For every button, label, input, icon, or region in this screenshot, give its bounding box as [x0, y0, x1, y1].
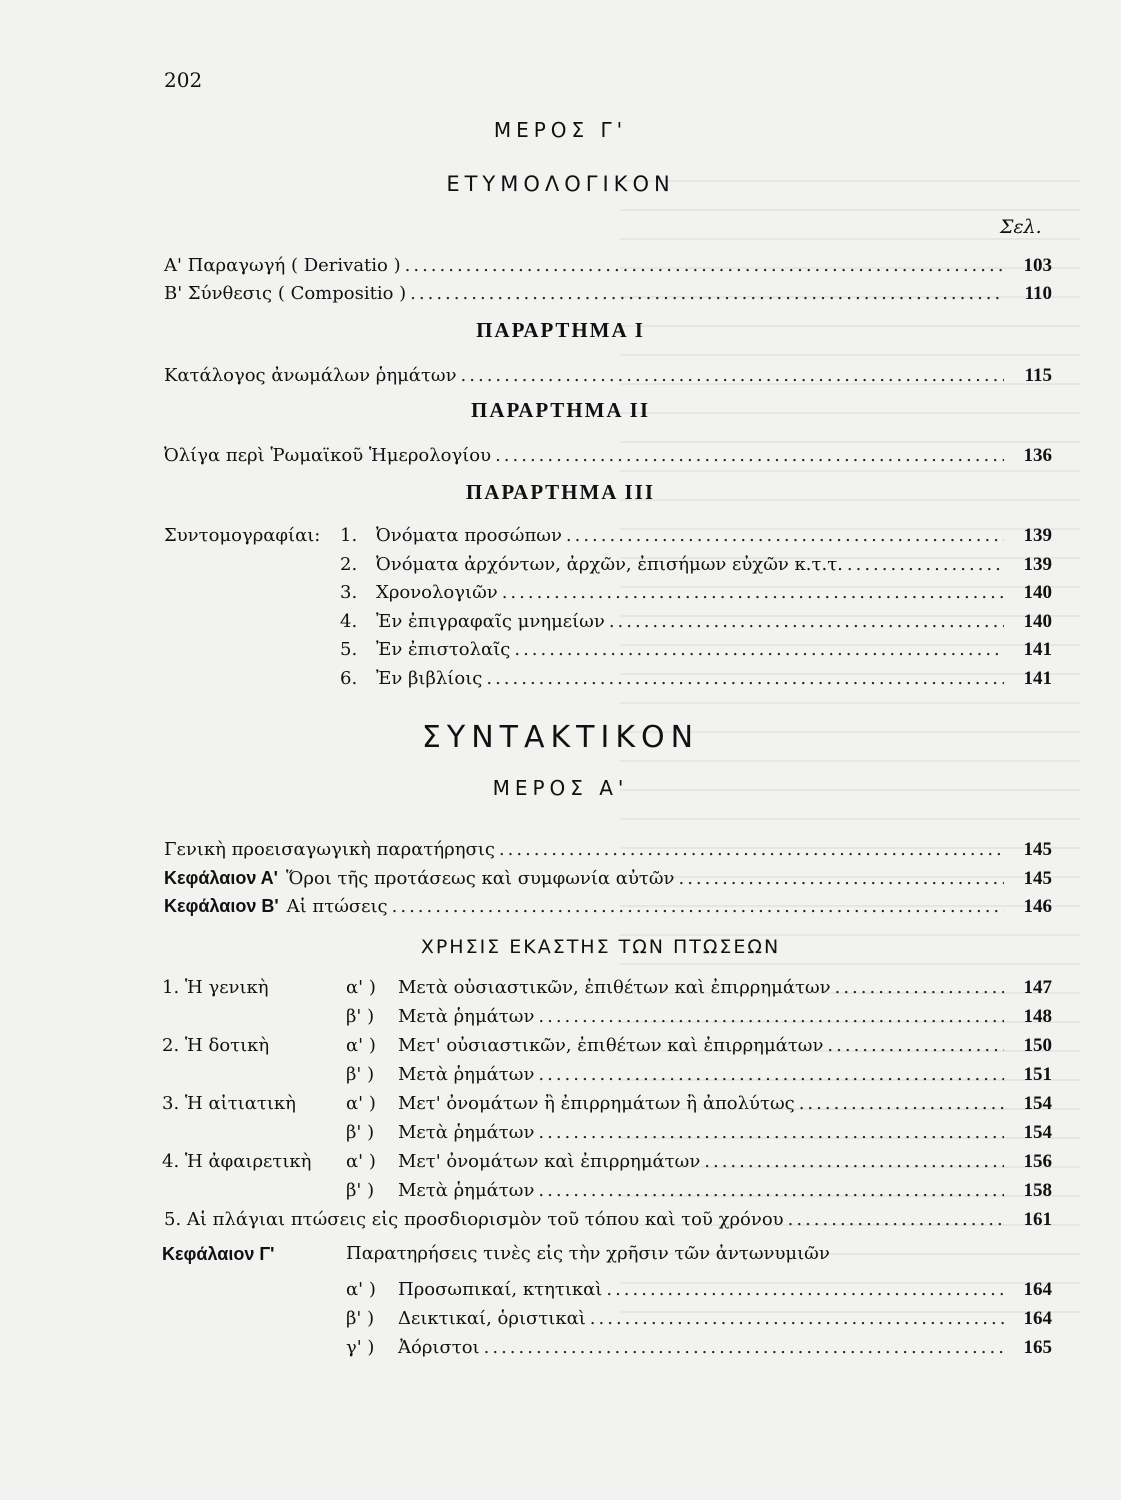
appendix-1-title: ΠΑΡΑΡΤΗΜΑ Ι: [476, 318, 645, 342]
leader-dots: [538, 1119, 1004, 1147]
toc-entry: [164, 280, 1052, 308]
leader-dots: [538, 1061, 1004, 1089]
entry-page: 140: [1023, 610, 1052, 632]
toc-entry: [346, 1334, 1052, 1362]
entry-number: α' ): [346, 1093, 376, 1114]
entry-number: 4.: [340, 610, 358, 632]
toc-entry: [346, 1177, 1052, 1205]
entry-page: 136: [1023, 445, 1052, 466]
toc-entry: [346, 1003, 1052, 1031]
entry-page: 145: [1023, 839, 1052, 860]
entry-label: Ἀόριστοι: [398, 1337, 480, 1358]
entry-number: α' ): [346, 1035, 376, 1056]
leader-dots: [678, 865, 1004, 893]
leader-dots: [486, 665, 1004, 693]
leader-dots: [410, 280, 1004, 308]
toc-entry: [164, 1206, 1052, 1234]
entry-label: Α' Παραγωγή ( Derivatio ): [164, 255, 401, 276]
leader-dots: [704, 1148, 1004, 1176]
entry-label: Β' Σύνθεσις ( Compositio ): [164, 283, 407, 304]
entry-number: β' ): [346, 1064, 375, 1085]
entry-label: Ὀνόματα προσώπων: [376, 525, 562, 546]
entry-label: Μετ' ὀνομάτων καὶ ἐπιρρημάτων: [398, 1151, 701, 1172]
toc-entry: [346, 1061, 1052, 1089]
leader-dots: [461, 362, 1004, 390]
entry-label: Μετὰ ῥημάτων: [398, 1180, 535, 1201]
entry-label: 5. Αἱ πλάγιαι πτώσεις εἰς προσδιορισμὸν τοῦ τόπου καὶ τοῦ χρόνου: [164, 1209, 784, 1230]
toc-entry: [346, 1276, 1052, 1304]
entry-label: Ἐν ἐπιστολαῖς: [376, 639, 511, 661]
chapter-head: Κεφάλαιον Γ': [162, 1244, 275, 1264]
entry-label: Μετ' ὀνομάτων ἢ ἐπιρρημάτων ἢ ἀπολύτως: [398, 1093, 795, 1114]
leader-dots: [788, 1206, 1004, 1234]
toc-entry: [346, 974, 1052, 1002]
case-label: 4. Ἡ ἀφαιρετικὴ: [162, 1151, 312, 1172]
entry-number: α' ): [346, 977, 376, 998]
entry-page: 141: [1023, 668, 1052, 689]
case-label: 2. Ἡ δοτικὴ: [162, 1035, 270, 1056]
part-g-title: ΜΕΡΟΣ Γ': [493, 118, 628, 142]
toc-entry: [346, 1090, 1052, 1118]
leader-dots: [609, 608, 1004, 636]
entry-label: Κατάλογος ἀνωμάλων ῥημάτων: [164, 365, 457, 386]
leader-dots: [799, 1090, 1004, 1118]
entry-number: β' ): [346, 1122, 375, 1143]
entry-label: Μετὰ ῥημάτων: [398, 1064, 535, 1085]
leader-dots: [514, 636, 1004, 664]
entry-number: 1.: [340, 525, 358, 546]
chapter-head: Κεφάλαιον Β': [164, 896, 279, 916]
entry-page: 154: [1023, 1093, 1052, 1114]
entry-label: Αἱ πτώσεις: [286, 896, 388, 917]
entry-page: 147: [1023, 977, 1052, 998]
entry-number: 2.: [340, 553, 358, 575]
entry-number: α' ): [346, 1279, 376, 1300]
entry-label: Μετὰ ῥημάτων: [398, 1122, 535, 1143]
appendix-3-title: ΠΑΡΑΡΤΗΜΑ ΙΙΙ: [465, 480, 656, 504]
toc-entry: [164, 252, 1052, 280]
entry-number: γ' ): [346, 1337, 375, 1358]
entry-label: Προσωπικαί, κτητικαὶ: [398, 1279, 603, 1300]
leader-dots: [606, 1276, 1004, 1304]
leader-dots: [590, 1305, 1004, 1333]
entry-page: 146: [1023, 896, 1052, 917]
chapter-head: Κεφάλαιον Α': [164, 868, 278, 888]
leader-dots: [827, 1032, 1004, 1060]
entry-page: 115: [1024, 365, 1052, 386]
abbreviations-label: Συντομογραφίαι:: [164, 525, 321, 546]
toc-entry: [340, 636, 1052, 664]
leader-dots: [392, 893, 1004, 921]
entry-label: Δεικτικαί, ὁριστικαὶ: [398, 1308, 586, 1329]
entry-page: 161: [1023, 1209, 1052, 1230]
entry-page: 154: [1023, 1122, 1052, 1143]
entry-label: Ὀλίγα περὶ Ῥωμαϊκοῦ Ἡμερολογίου: [164, 445, 492, 466]
entry-page: 151: [1023, 1064, 1052, 1085]
entry-page: 165: [1023, 1337, 1052, 1358]
leader-dots: [502, 579, 1004, 607]
cases-heading: ΧΡΗΣΙΣ ΕΚΑΣΤΗΣ ΤΩΝ ΠΤΩΣΕΩΝ: [420, 936, 781, 958]
entry-number: 5.: [340, 639, 358, 661]
entry-page: 139: [1023, 525, 1052, 546]
entry-label: Ὅροι τῆς προτάσεως καὶ συμφωνία αὐτῶν: [285, 868, 675, 889]
entry-page: 156: [1023, 1151, 1052, 1172]
entry-label: Μετὰ ῥημάτων: [398, 1006, 535, 1027]
leader-dots: [566, 522, 1004, 550]
toc-entry: [164, 442, 1052, 470]
entry-page: 150: [1023, 1035, 1052, 1056]
leader-dots: [538, 1177, 1004, 1205]
leader-dots: [499, 836, 1004, 864]
entry-number: 3.: [340, 582, 358, 604]
entry-page: 139: [1023, 553, 1052, 575]
entry-page: 103: [1023, 255, 1052, 276]
toc-entry: [164, 892, 1052, 920]
entry-number: α' ): [346, 1151, 376, 1172]
entry-page: 148: [1023, 1006, 1052, 1027]
toc-entry: [346, 1119, 1052, 1147]
page-column-label: Σελ.: [1000, 216, 1042, 238]
toc-entry: [164, 836, 1052, 864]
case-label: 1. Ἡ γενικὴ: [162, 977, 269, 998]
leader-dots: [484, 1334, 1004, 1362]
entry-page: 110: [1024, 283, 1052, 304]
entry-number: β' ): [346, 1308, 375, 1329]
entry-label: Ὀνόματα ἀρχόντων, ἀρχῶν, ἐπισήμων εὐχῶν κ.τ.τ.: [376, 553, 843, 575]
entry-page: 164: [1023, 1308, 1052, 1329]
syntax-heading: ΣΥΝΤΑΚΤΙΚΟΝ: [421, 720, 700, 755]
toc-entry: [340, 551, 1052, 579]
toc-entry: [340, 579, 1052, 607]
leader-dots: [847, 551, 1004, 579]
toc-entry: [340, 608, 1052, 636]
appendix-2-title: ΠΑΡΑΡΤΗΜΑ ΙΙ: [471, 398, 650, 422]
toc-entry: [340, 522, 1052, 550]
entry-number: 6.: [340, 668, 358, 689]
part-a-title: ΜΕΡΟΣ Α': [492, 776, 629, 800]
toc-entry: [346, 1148, 1052, 1176]
case-label: 3. Ἡ αἰτιατικὴ: [162, 1093, 296, 1114]
entry-label: Χρονολογιῶν: [376, 582, 498, 604]
leader-dots: [495, 442, 1004, 470]
toc-entry: [346, 1305, 1052, 1333]
entry-number: β' ): [346, 1180, 375, 1201]
entry-page: 140: [1023, 582, 1052, 604]
entry-page: 164: [1023, 1279, 1052, 1300]
entry-page: 141: [1023, 639, 1052, 661]
entry-page: 158: [1023, 1180, 1052, 1201]
toc-entry: [164, 864, 1052, 892]
leader-dots: [405, 252, 1004, 280]
entry-label: Ἐν ἐπιγραφαῖς μνημείων: [376, 610, 605, 632]
toc-entry: [164, 362, 1052, 390]
entry-number: β' ): [346, 1006, 375, 1027]
entry-label: Μετὰ οὐσιαστικῶν, ἐπιθέτων καὶ ἐπιρρημάτων: [398, 977, 831, 998]
chapter-g-title: Παρατηρήσεις τινὲς εἰς τὴν χρῆσιν τῶν ἀντωνυμιῶν: [346, 1243, 830, 1264]
leader-dots: [538, 1003, 1004, 1031]
etymology-heading: ΕΤΥΜΟΛΟΓΙΚΟΝ: [446, 172, 675, 196]
leader-dots: [835, 974, 1004, 1002]
entry-page: 145: [1023, 868, 1052, 889]
entry-label: Ἐν βιβλίοις: [376, 668, 483, 689]
toc-entry: [340, 665, 1052, 693]
entry-label: Μετ' οὐσιαστικῶν, ἐπιθέτων καὶ ἐπιρρημάτων: [398, 1035, 824, 1056]
page-number: 202: [164, 68, 203, 92]
entry-label: Γενικὴ προεισαγωγικὴ παρατήρησις: [164, 839, 495, 860]
toc-entry: [346, 1032, 1052, 1060]
